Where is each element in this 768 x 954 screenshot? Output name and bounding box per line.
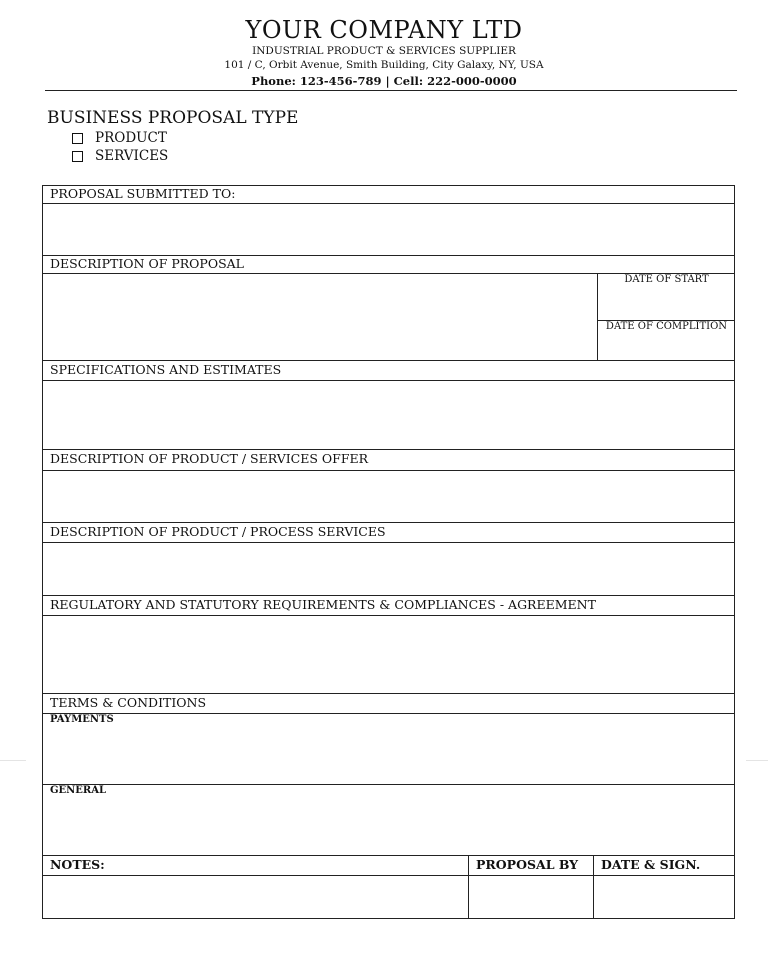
process-services-field[interactable] — [43, 543, 734, 595]
product-checkbox[interactable] — [72, 133, 83, 144]
divider — [42, 855, 735, 856]
submitted-to-label: PROPOSAL SUBMITTED TO: — [50, 186, 236, 201]
product-label: PRODUCT — [95, 130, 167, 146]
payments-label: PAYMENTS — [50, 714, 114, 725]
general-label: GENERAL — [50, 785, 107, 796]
divider — [42, 449, 735, 450]
date-column-divider — [597, 273, 598, 360]
company-phone: Phone: 123-456-789 | Cell: 222-000-0000 — [251, 74, 517, 88]
header-divider — [45, 90, 737, 91]
divider — [42, 522, 735, 523]
divider — [42, 713, 735, 714]
date-sign-label: DATE & SIGN. — [601, 857, 701, 872]
product-offer-label: DESCRIPTION OF PRODUCT / SERVICES OFFER — [50, 451, 369, 466]
regulatory-field[interactable] — [43, 616, 734, 693]
description-field[interactable] — [43, 274, 596, 360]
proposal-by-label: PROPOSAL BY — [476, 857, 579, 872]
company-tagline: INDUSTRIAL PRODUCT & SERVICES SUPPLIER — [252, 45, 516, 57]
company-name: YOUR COMPANY LTD — [245, 16, 523, 44]
product-offer-field[interactable] — [43, 471, 734, 522]
date-sign-field[interactable] — [594, 876, 734, 918]
company-address: 101 / C, Orbit Avenue, Smith Building, City Galaxy, NY, USA — [224, 59, 544, 71]
regulatory-label: REGULATORY AND STATUTORY REQUIREMENTS & COMPLIANCES - AGREEMENT — [50, 597, 596, 612]
divider — [42, 595, 735, 596]
services-checkbox[interactable] — [72, 151, 83, 162]
date-start-label: DATE OF START — [624, 274, 709, 285]
proposal-type-title: BUSINESS PROPOSAL TYPE — [47, 108, 299, 128]
payments-field[interactable] — [43, 728, 734, 784]
page-edge-mark — [0, 760, 26, 761]
divider — [42, 360, 735, 361]
description-label: DESCRIPTION OF PROPOSAL — [50, 256, 244, 271]
notes-label: NOTES: — [50, 857, 105, 872]
divider — [42, 784, 735, 785]
notes-field[interactable] — [43, 876, 467, 918]
general-field[interactable] — [43, 799, 734, 855]
specifications-field[interactable] — [43, 381, 734, 449]
date-completion-label: DATE OF COMPLITION — [605, 321, 728, 332]
services-label: SERVICES — [95, 148, 169, 164]
option-product[interactable] — [72, 130, 167, 146]
submitted-to-field[interactable] — [43, 204, 734, 255]
specifications-label: SPECIFICATIONS AND ESTIMATES — [50, 362, 282, 377]
divider — [42, 693, 735, 694]
terms-label: TERMS & CONDITIONS — [50, 695, 207, 710]
proposal-by-field[interactable] — [469, 876, 592, 918]
process-services-label: DESCRIPTION OF PRODUCT / PROCESS SERVICES — [50, 524, 386, 539]
page-edge-mark — [746, 760, 768, 761]
option-services[interactable] — [72, 148, 168, 164]
